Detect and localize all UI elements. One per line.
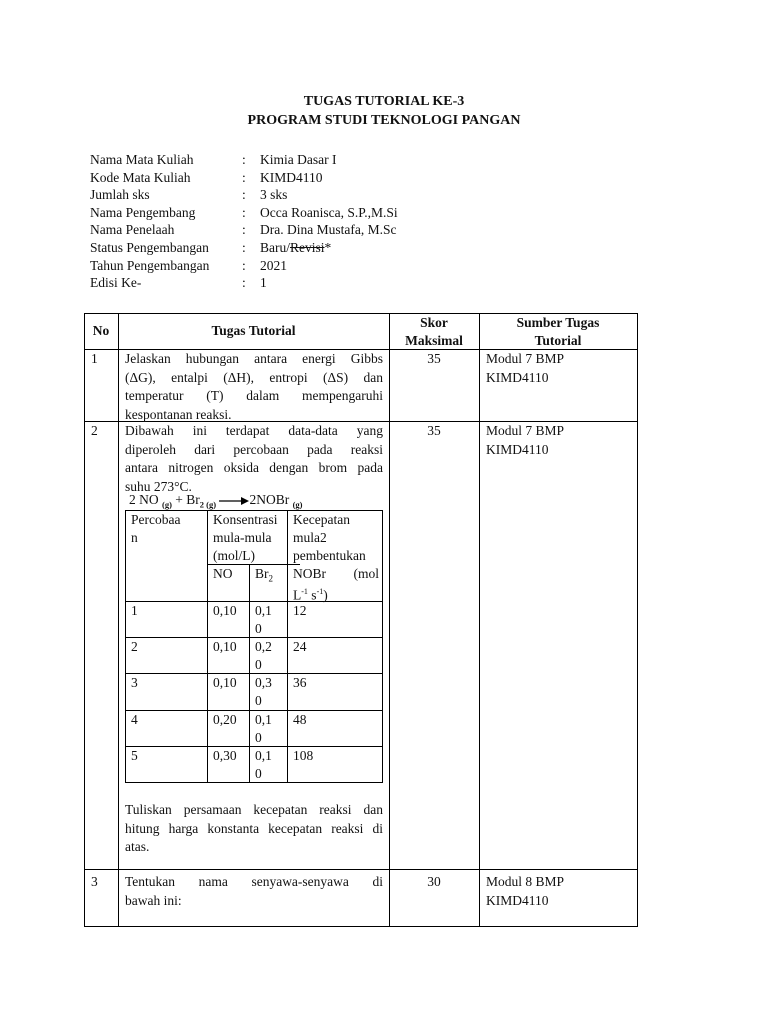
exp-rate: 24 [293, 639, 307, 654]
source-line: KIMD4110 [486, 892, 549, 908]
meta-label: Edisi Ke- [90, 275, 142, 291]
table-border [382, 510, 383, 783]
br-subscript: 2 [268, 573, 273, 584]
score-value: 35 [427, 351, 441, 366]
table-border [125, 782, 383, 783]
exp-no: 0,10 [213, 639, 237, 654]
exp-br [255, 674, 272, 710]
text-line: 0 [255, 621, 262, 636]
header-sumber-line2: Tutorial [534, 333, 582, 348]
exp-br [255, 602, 272, 638]
meta-value: Occa Roanisca, S.P.,M.Si [260, 204, 398, 220]
unit-s: s [307, 587, 317, 603]
status-revision-struck: Revisi [290, 239, 325, 255]
header-skor [389, 314, 479, 350]
exp-rate: 108 [293, 748, 314, 763]
exp-rate: 48 [293, 712, 307, 727]
meta-colon: : [242, 187, 246, 203]
eq-br-state: 2 (g) [199, 499, 217, 510]
table-border [125, 673, 383, 674]
exp-rate: 12 [293, 603, 307, 618]
header-no-concentration: NO [213, 566, 233, 581]
arrow-right-icon [219, 496, 249, 506]
tasks-table [84, 313, 638, 927]
text-line: Percobaa [131, 512, 181, 527]
meta-value: 2021 [260, 257, 287, 273]
text-line: 0,1 [255, 748, 272, 763]
exp-br [255, 747, 272, 783]
table-border [125, 637, 383, 638]
meta-colon: : [242, 239, 246, 255]
source-line: KIMD4110 [486, 369, 549, 385]
unit-close: ) [323, 587, 328, 603]
table-border [84, 926, 638, 927]
table-border [207, 510, 208, 783]
document-title: TUGAS TUTORIAL KE-3 [303, 94, 465, 109]
exp-br [255, 638, 272, 674]
eq-plus-br: + Br [171, 492, 200, 507]
eq-no: 2 NO [129, 492, 159, 507]
header-percobaan [131, 511, 180, 547]
meta-label: Jumlah sks [90, 187, 150, 203]
source-text [486, 873, 564, 910]
text-line: 0 [255, 657, 262, 672]
score-value: 35 [427, 423, 441, 438]
text-line: kespontanan reaksi. [125, 406, 232, 422]
header-tugas: Tugas Tutorial [211, 323, 296, 338]
text-line: 0,1 [255, 712, 272, 727]
task-text [125, 422, 383, 496]
text-line: Konsentrasi [213, 512, 278, 527]
unit-l: L [293, 587, 302, 603]
experiment-table [125, 510, 383, 783]
meta-label: Kode Mata Kuliah [90, 169, 191, 185]
table-border [479, 313, 480, 927]
score-value: 30 [427, 874, 441, 889]
source-line: Modul 7 BMP [486, 423, 565, 438]
exp-number: 5 [131, 748, 138, 763]
text-line: pembentukan [293, 548, 366, 563]
row-number: 3 [91, 874, 98, 889]
text-line: (mol/L) [213, 548, 255, 563]
text-line: atas. [125, 839, 150, 854]
table-border [84, 313, 85, 927]
header-skor-line1: Skor [420, 315, 448, 330]
header-kecepatan [293, 511, 379, 605]
text-line: 0,3 [255, 675, 272, 690]
text-line: bawah ini: [125, 892, 182, 908]
eq-product-state: (g) [292, 499, 303, 510]
table-border [125, 746, 383, 747]
table-border [287, 510, 288, 783]
exp-number: 1 [131, 603, 138, 618]
status-new: Baru/ [260, 239, 290, 255]
text-part: NOBr [293, 566, 326, 581]
meta-colon: : [242, 275, 246, 291]
header-no: No [92, 323, 110, 338]
header-sumber-line1: Sumber Tugas [516, 315, 600, 330]
exp-rate: 36 [293, 675, 307, 690]
text-line: antara nitrogen oksida dengan brom pada [125, 460, 383, 475]
source-line: Modul 7 BMP [486, 351, 565, 366]
task-text [125, 873, 383, 910]
exp-number: 4 [131, 712, 138, 727]
eq-no-state: (g) [162, 499, 172, 510]
exp-no: 0,20 [213, 712, 237, 727]
table-border [125, 510, 126, 783]
unit-exp: -1 [301, 587, 308, 596]
header-konsentrasi [213, 511, 278, 565]
meta-label: Nama Mata Kuliah [90, 152, 194, 167]
text-line: Dibawah ini terdapat data-data yang [125, 423, 383, 438]
table-border [637, 313, 638, 927]
table-border [125, 710, 383, 711]
text-line: 0 [255, 693, 262, 708]
status-asterisk: * [324, 239, 332, 255]
table-border [84, 869, 638, 870]
table-border [389, 313, 390, 927]
exp-no: 0,10 [213, 675, 237, 690]
task-followup-text [125, 801, 383, 857]
source-line: Modul 8 BMP [486, 874, 565, 889]
text-line: n [131, 530, 138, 545]
meta-label: Status Pengembangan [90, 239, 209, 255]
program-title: PROGRAM STUDI TEKNOLOGI PANGAN [247, 113, 521, 128]
meta-colon: : [242, 222, 246, 238]
text-line: temperatur (T) dalam mempengaruhi [125, 388, 383, 403]
text-line: Tentukan nama senyawa-senyawa di [125, 874, 383, 889]
meta-value: Kimia Dasar I [260, 152, 337, 167]
header-sumber [479, 314, 637, 350]
meta-value: KIMD4110 [260, 169, 323, 185]
meta-value: 1 [260, 275, 267, 291]
text-line [293, 565, 379, 583]
meta-colon: : [242, 169, 246, 185]
text-line: Jelaskan hubungan antara energi Gibbs [125, 351, 383, 366]
header-skor-line2: Maksimal [405, 333, 463, 348]
text-part: (mol [353, 566, 379, 581]
text-line: hitung harga konstanta kecepatan reaksi di [125, 820, 383, 836]
task-text [125, 350, 383, 424]
meta-label: Nama Pengembang [90, 204, 196, 220]
text-line: mula-mula [213, 530, 272, 545]
exp-number: 2 [131, 639, 138, 654]
meta-label: Tahun Pengembangan [90, 257, 210, 273]
meta-value: 3 sks [260, 187, 288, 203]
text-line: (ΔG), entalpi (ΔH), entropi (ΔS) dan [125, 369, 383, 385]
text-line: diperoleh dari percobaan pada reaksi [125, 441, 383, 457]
header-br-concentration [255, 565, 273, 588]
text-line: mula2 [293, 530, 327, 545]
source-text [486, 350, 564, 387]
exp-br [255, 711, 272, 747]
text-line: 0,1 [255, 603, 272, 618]
text-line: 0 [255, 730, 262, 745]
source-text [486, 422, 564, 459]
meta-value [260, 239, 331, 257]
row-number: 1 [91, 351, 98, 366]
text-line: suhu 273°C. [125, 478, 192, 494]
exp-number: 3 [131, 675, 138, 690]
reaction-equation [129, 492, 303, 510]
meta-label: Nama Penelaah [90, 222, 175, 238]
text-line: Tuliskan persamaan kecepatan reaksi dan [125, 802, 383, 817]
text-line: Kecepatan [293, 512, 350, 527]
unit-exp: -1 [316, 587, 324, 596]
text-line: 0,2 [255, 639, 272, 654]
meta-colon: : [242, 152, 246, 167]
source-line: KIMD4110 [486, 441, 549, 457]
meta-colon: : [242, 257, 246, 273]
meta-value: Dra. Dina Mustafa, M.Sc [260, 222, 397, 238]
row-number: 2 [91, 423, 98, 438]
eq-product: 2NOBr [249, 492, 290, 507]
table-border [118, 313, 119, 927]
text-line: 0 [255, 766, 262, 781]
br-symbol: Br [255, 566, 269, 581]
exp-no: 0,30 [213, 748, 237, 763]
table-border [249, 564, 250, 783]
exp-no: 0,10 [213, 603, 237, 618]
meta-colon: : [242, 204, 246, 220]
